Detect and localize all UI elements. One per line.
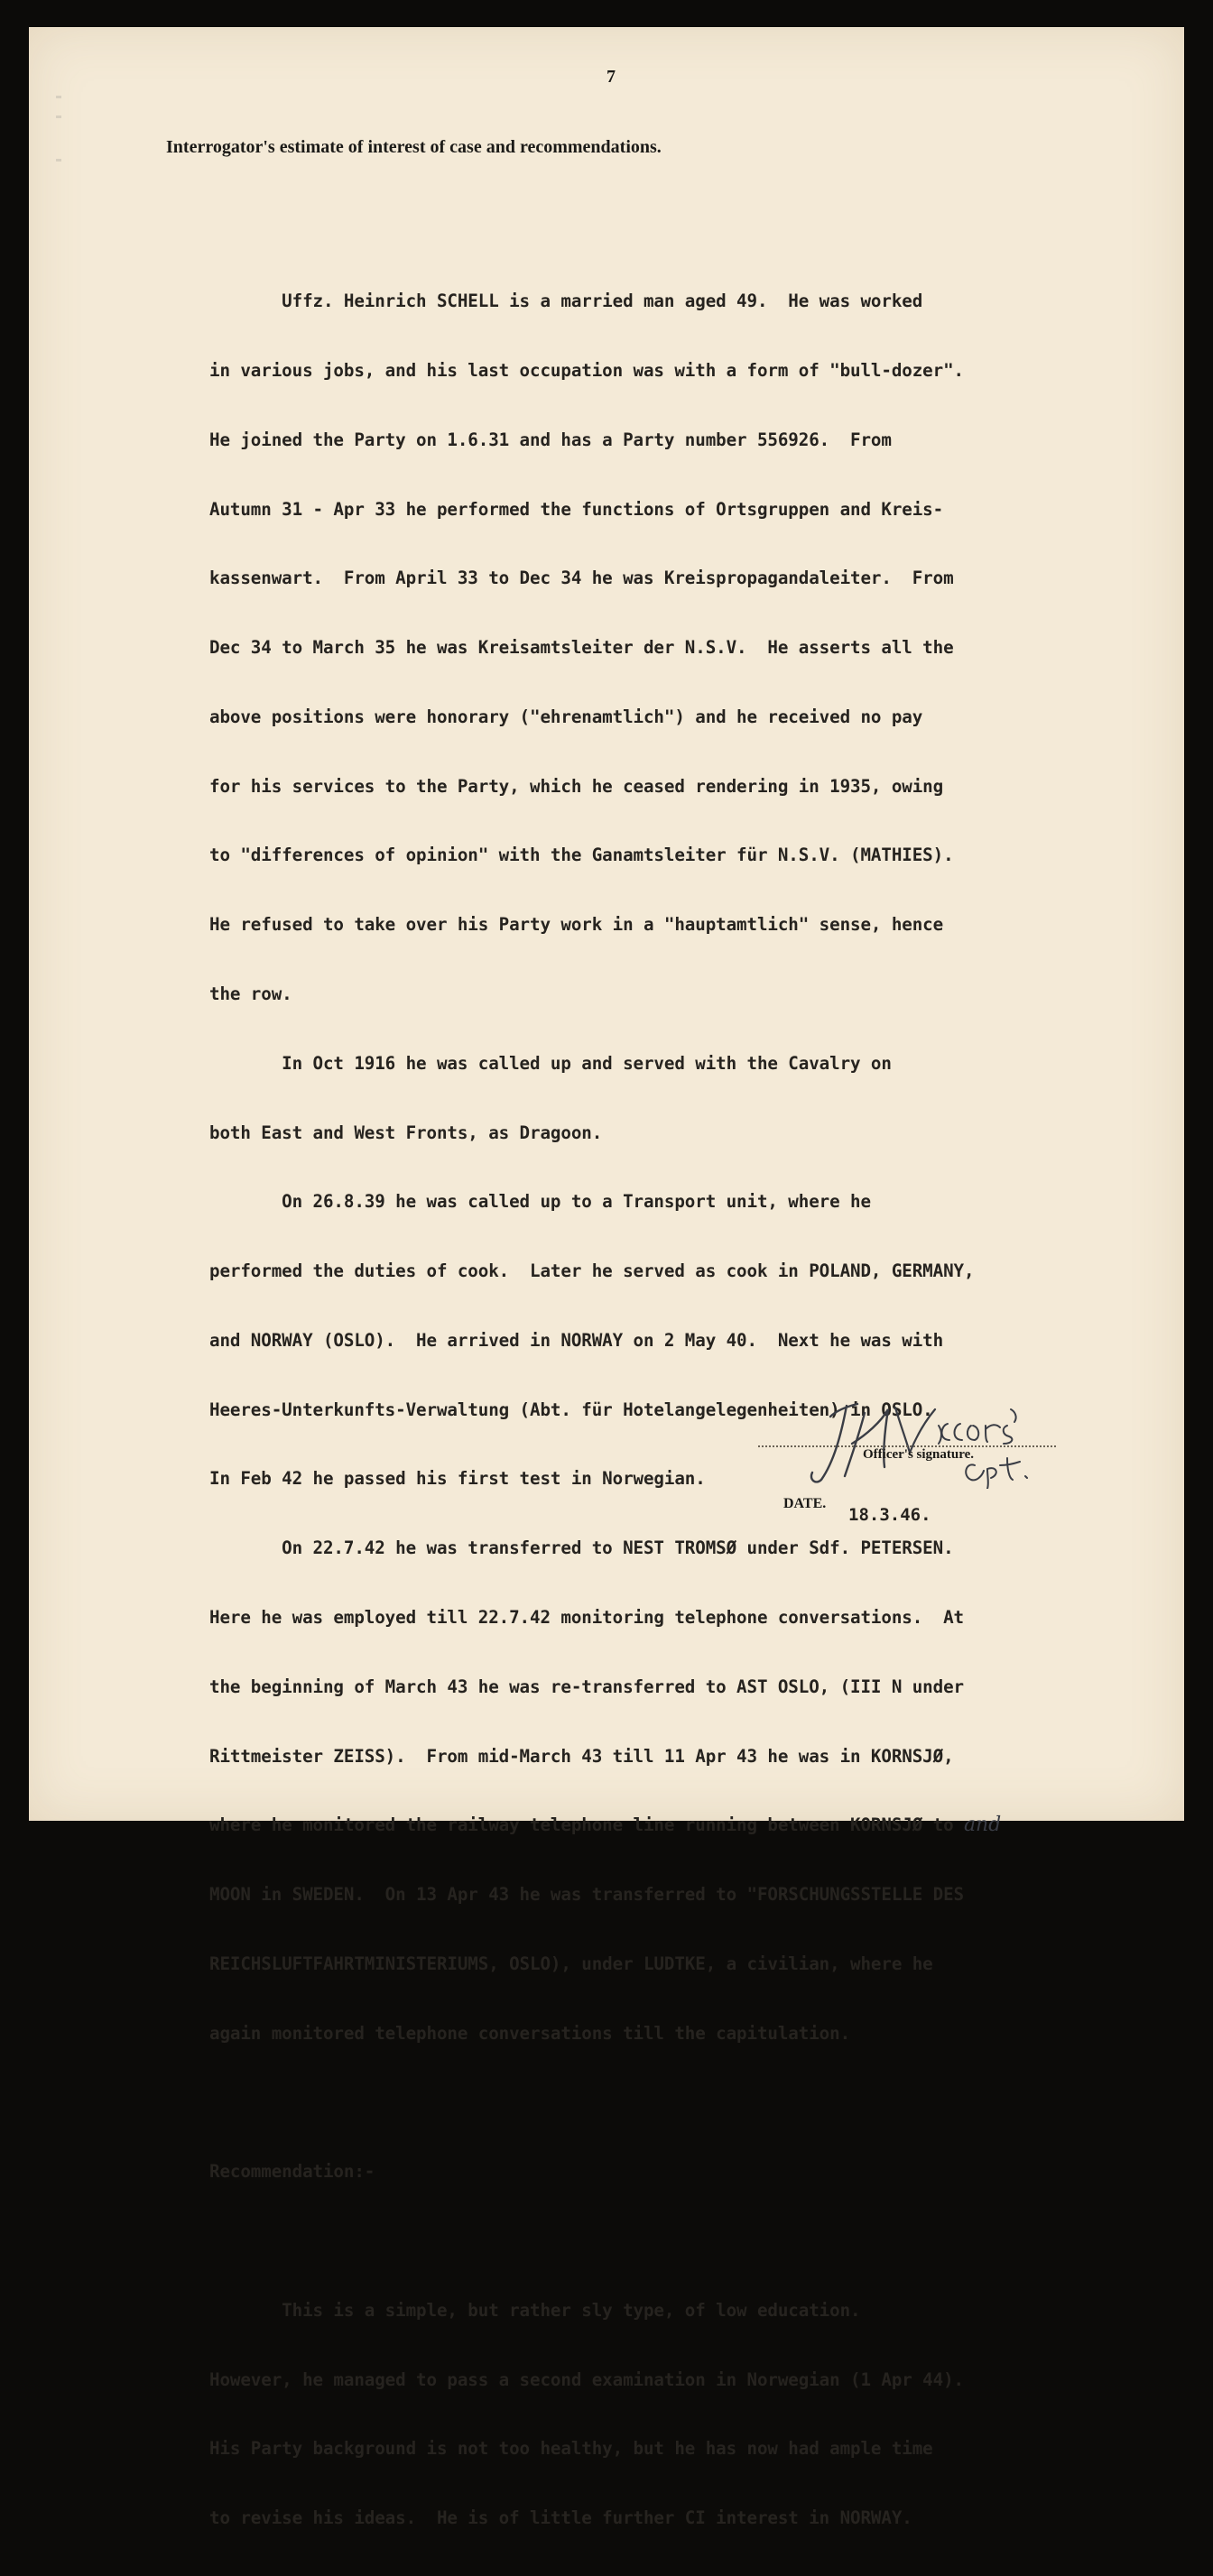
report-line: Rittmeister ZEISS). From mid-March 43 till 11 Apr 43 he was in KORNSJØ, [209,1745,954,1767]
report-line: for his services to the Party, which he ceased rendering in 1935, owing [209,775,944,797]
report-line: performed the duties of cook. Later he served as cook in POLAND, GERMANY, [209,1260,975,1282]
report-line: In Feb 42 he passed his first test in Norwegian. [209,1468,706,1490]
report-line: to revise his ideas. He is of little further CI interest in NORWAY. [209,2507,912,2529]
report-line: Here he was employed till 22.7.42 monitoring telephone conversations. At [209,1607,964,1629]
report-line: His Party background is not too healthy, but he has now had ample time [209,2438,933,2460]
report-line: On 26.8.39 he was called up to a Transport unit, where he [209,1191,871,1213]
handwritten-correction: and [964,1814,1002,1837]
report-line: REICHSLUFTFAHRTMINISTERIUMS, OSLO), under LUDTKE, a civilian, where he [209,1953,933,1974]
section-heading: Interrogator's estimate of interest of case and recommendations. [166,137,662,157]
report-line: In Oct 1916 he was called up and served with the Cavalry on [209,1052,892,1074]
report-line: He refused to take over his Party work in a "hauptamtlich" sense, hence [209,914,944,936]
date-label: DATE. [783,1496,827,1511]
report-line: However, he managed to pass a second examination in Norwegian (1 Apr 44). [209,2368,964,2390]
recommendation-heading: Recommendation:- [209,2161,375,2183]
report-line: both East and West Fronts, as Dragoon. [209,1122,603,1143]
report-line: Dec 34 to March 35 he was Kreisamtsleiter der N.S.V. He asserts all the [209,637,954,659]
report-line-text: where he monitored the railway telephone line running between KORNSJØ to [209,1814,954,1836]
report-line: MOON in SWEDEN. On 13 Apr 43 he was transferred to "FORSCHUNGSSTELLE DES [209,1884,964,1906]
signature-block [758,1390,1101,1570]
report-line [209,1814,1112,1837]
document-page [29,27,1184,2529]
report-line [209,2091,1112,2115]
report-line [209,2230,1112,2253]
report-line: This is a simple, but rather sly type, of low education. [209,2299,861,2321]
punch-mark [56,96,61,98]
date-value: 18.3.46. [848,1505,931,1525]
punch-mark [56,115,61,118]
signature-label: Officer's signature. [863,1447,975,1462]
report-line: Uffz. Heinrich SCHELL is a married man aged 49. He was worked [209,291,923,312]
report-line: the beginning of March 43 he was re-transferred to AST OSLO, (III N under [209,1676,964,1697]
report-line: Autumn 31 - Apr 33 he performed the functions of Ortsgruppen and Kreis- [209,498,944,520]
report-line: to "differences of opinion" with the Ganamtsleiter für N.S.V. (MATHIES). [209,845,954,866]
report-line: in various jobs, and his last occupation was with a form of "bull-dozer". [209,359,964,381]
report-line: On 22.7.42 he was transferred to NEST TROMSØ under Sdf. PETERSEN. [209,1537,954,1559]
report-line: the row. [209,983,292,1004]
report-line: kassenwart. From April 33 to Dec 34 he was Kreispropagandaleiter. From [209,568,954,589]
handwritten-signature [794,1390,1065,1489]
report-line: again monitored telephone conversations till the capitulation. [209,2022,851,2044]
report-line: He joined the Party on 1.6.31 and has a Party number 556926. From [209,429,892,450]
report-line: and NORWAY (OSLO). He arrived in NORWAY on 2 May 40. Next he was with [209,1329,944,1351]
punch-mark [56,159,61,162]
report-line: Heeres-Unterkunfts-Verwaltung (Abt. für Hotelangelegenheiten) in OSLO. [209,1399,933,1420]
page-number: 7 [606,67,616,87]
report-line: above positions were honorary ("ehrenamtlich") and he received no pay [209,706,923,727]
